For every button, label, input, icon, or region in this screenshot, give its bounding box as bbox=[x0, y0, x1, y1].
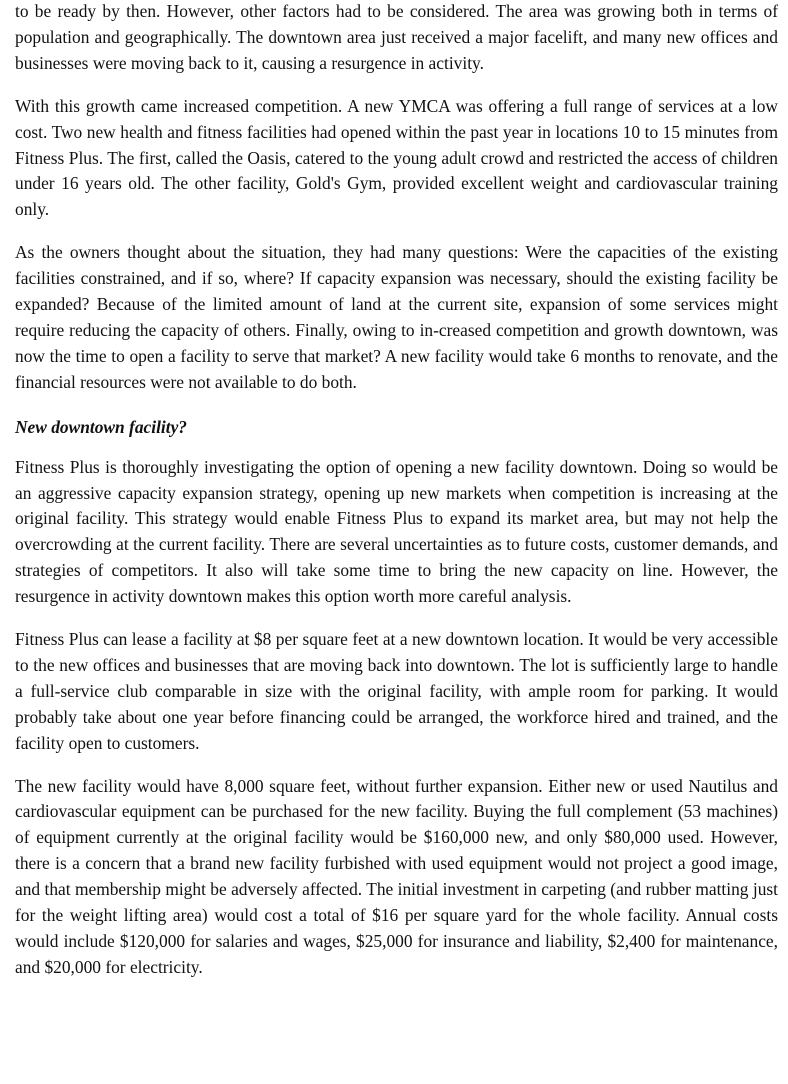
paragraph-lease: Fitness Plus can lease a facility at $8 per square feet at a new downtown location. It would be very accessible to the new offices and businesses that are moving back into downtown. The lot is sufficiently large to handle a full-service club comparable in size with the original facility, with ample room for parking. It would probably take about one year before financing could be arranged, the workforce hired and trained, and the facility open to customers. bbox=[15, 629, 778, 753]
document-page bbox=[15, 0, 778, 981]
paragraph-owners-questions: As the owners thought about the situation, they had many questions: Were the capacities of the existing facilities constrained, and if so, where? If capacity expansion was necessary, should the existing facility be expanded? Because of the limited amount of land at the current site, expansion of some services might require reducing the capacity of others. Finally, owing to in-creased competition and growth downtown, was now the time to open a facility to serve that market? A new facility would take 6 months to renovate, and the financial resources were not available to do both. bbox=[15, 242, 778, 392]
paragraph-new-facility: Fitness Plus is thoroughly investigating the option of opening a new facility downtown. Doing so would be an aggressive capacity expansion strategy, opening up new markets when competition is increasing at the original facility. This strategy would enable Fitness Plus to expand its market area, but may not help the overcrowding at the current facility. There are several uncertainties as to future costs, customer demands, and strategies of competitors. It also will take some time to bring the new capacity on line. However, the resurgence in activity downtown makes this option worth more careful analysis. bbox=[15, 456, 778, 607]
section-heading: New downtown facility? bbox=[15, 416, 187, 437]
paragraph-intro: to be ready by then. However, other factors had to be considered. The area was growing both in terms of population and geographically. The downtown area just received a major facelift, and many new offices and businesses were moving back to it, causing a resurgence in activity. bbox=[15, 1, 778, 73]
paragraph-competition: With this growth came increased competition. A new YMCA was offering a full range of services at a low cost. Two new health and fitness facilities had opened within the past year in locations 10 to 15 minutes from Fitness Plus. The first, called the Oasis, catered to the young adult crowd and restricted the access of children under 16 years old. The other facility, Gold's Gym, provided excellent weight and cardiovascular training only. bbox=[15, 95, 778, 220]
paragraph-costs: The new facility would have 8,000 square feet, without further expansion. Either new or used Nautilus and cardiovascular equipment can be purchased for the new facility. Buying the full complement (53 machines) of equipment currently at the original facility would be $160,000 new, and only $80,000 used. However, there is a concern that a brand new facility furbished with used equipment would not project a good image, and that membership might be adversely affected. The initial investment in carpeting (and rubber matting just for the weight lifting area) would cost a total of $16 per square yard for the whole facility. Annual costs would include $120,000 for salaries and wages, $25,000 for insurance and liability, $2,400 for maintenance, and $20,000 for electricity. bbox=[15, 775, 778, 977]
